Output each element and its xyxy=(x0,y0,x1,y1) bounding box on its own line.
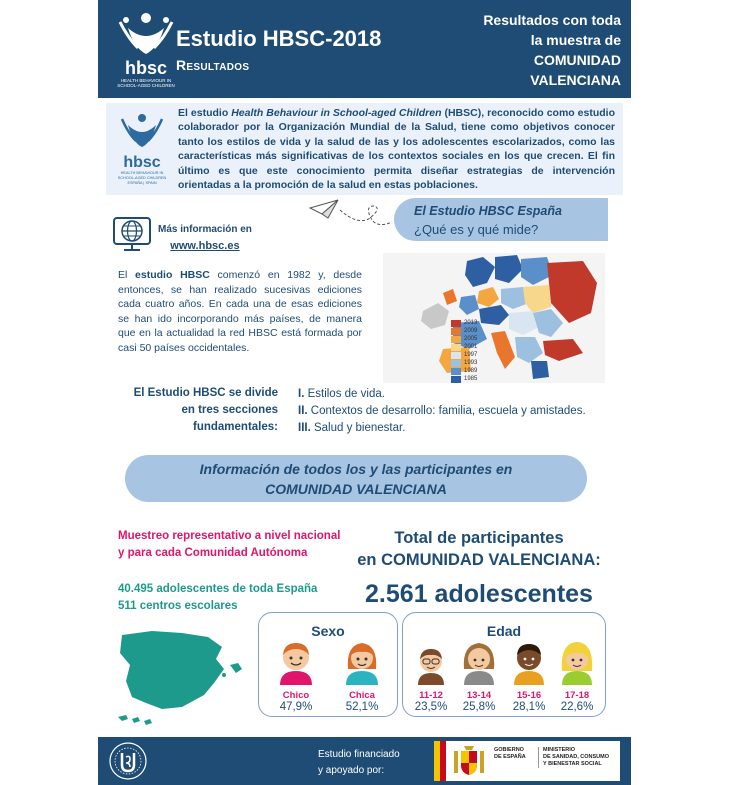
intro-text-a: El estudio xyxy=(178,107,232,119)
young-woman-icon xyxy=(558,639,596,685)
map-legend-year: 1989 xyxy=(464,368,478,374)
map-legend xyxy=(451,319,477,383)
divisions-label xyxy=(126,385,278,436)
history-b: estudio HBSC xyxy=(135,269,210,281)
map-legend-item xyxy=(451,335,477,343)
national-count-line: 40.495 adolescentes de toda España xyxy=(118,583,318,595)
header-banner xyxy=(98,0,631,98)
division-text: Salud y bienestar. xyxy=(310,422,406,434)
participants-info-pill xyxy=(125,455,587,502)
division-number: I. xyxy=(298,388,305,400)
header-right-line: la muestra de xyxy=(530,32,621,48)
age-breakdown-box xyxy=(402,612,606,717)
divisions-list xyxy=(298,386,586,437)
intro-paragraph xyxy=(178,106,615,192)
division-item xyxy=(298,420,586,437)
map-legend-item xyxy=(451,327,477,335)
map-legend-year: 2009 xyxy=(464,328,478,334)
divisions-label-line: fundamentales: xyxy=(193,421,278,433)
study-pill xyxy=(394,198,608,241)
intro-text-em: Health Behaviour in School-aged Children xyxy=(231,107,442,119)
coat-of-arms-icon xyxy=(452,745,486,777)
sex-title: Sexo xyxy=(311,623,345,639)
paper-plane-icon xyxy=(308,196,398,236)
map-legend-item xyxy=(451,359,477,367)
division-number: II. xyxy=(298,405,308,417)
total-participants xyxy=(350,527,608,611)
header-right-line: Resultados con toda xyxy=(483,12,621,28)
header-logo-text: hbsc xyxy=(124,58,168,78)
participants-info-line: COMUNIDAD VALENCIANA xyxy=(265,481,447,497)
division-text: Estilos de vida. xyxy=(304,388,385,400)
participants-info-line: Información de todos los y las participantes en xyxy=(199,461,513,477)
map-legend-swatch xyxy=(451,336,461,343)
map-legend-swatch xyxy=(451,360,461,367)
intro-box xyxy=(106,103,623,195)
map-legend-item xyxy=(451,367,477,375)
girl-icon xyxy=(342,639,382,685)
division-number: III. xyxy=(298,422,311,434)
footer-funding-line: y apoyado por: xyxy=(318,765,385,776)
boy-value: 47,9% xyxy=(279,701,313,713)
national-counts xyxy=(118,581,317,615)
age-group-figure xyxy=(407,639,455,713)
map-legend-item xyxy=(451,343,477,351)
header-right-line: COMUNIDAD xyxy=(533,52,621,68)
map-legend-swatch xyxy=(451,376,461,383)
sex-breakdown-box xyxy=(258,612,398,717)
header-logo-sub-1: HEALTH BEHAVIOUR IN xyxy=(120,78,172,83)
divisions-label-line: en tres secciones xyxy=(181,404,278,416)
more-info xyxy=(158,222,252,254)
ministry-line: DE SANIDAD, CONSUMO xyxy=(543,754,610,760)
age-label: 17-18 xyxy=(564,690,590,701)
boy-icon xyxy=(276,639,316,685)
map-legend-year: 2005 xyxy=(464,336,478,342)
intro-logo-sub-1: HEALTH BEHAVIOUR IN xyxy=(120,171,164,175)
hbsc-spain-logo-icon xyxy=(114,109,170,189)
total-line-1: Total de participantes xyxy=(394,529,564,547)
age-value: 23,5% xyxy=(414,701,448,713)
age-value: 28,1% xyxy=(512,701,546,713)
government-line: DE ESPAÑA xyxy=(494,754,526,760)
girl-figure xyxy=(335,639,389,713)
header-right-text xyxy=(421,10,621,90)
footer-funding-text xyxy=(318,747,400,779)
study-pill-title: El Estudio HBSC España xyxy=(414,204,562,218)
age-label: 11-12 xyxy=(419,690,443,701)
teen-boy-icon xyxy=(510,639,548,685)
map-legend-swatch xyxy=(451,328,461,335)
more-info-label: Más información en xyxy=(158,224,252,235)
age-label: 13-14 xyxy=(466,690,492,701)
header-logo-sub-2: SCHOOL-AGED CHILDREN xyxy=(117,83,175,88)
sampling-note-line: y para cada Comunidad Autónoma xyxy=(118,547,308,559)
europe-map xyxy=(383,253,605,383)
ministry-line: MINISTERIO xyxy=(543,747,576,753)
history-c: comenzó en 1982 y, desde entonces, se han realizado sucesivas ediciones cada cuatro años. En cada una de esas ediciones se han ido incorporando más países, de manera que en la actualidad la red HBSC está formada por casi 50 países occidentales. xyxy=(118,269,362,354)
government-text xyxy=(494,747,526,761)
sampling-note-line: Muestreo representativo a nivel nacional xyxy=(118,530,341,542)
national-count-line: 511 centros escolares xyxy=(118,600,238,612)
study-pill-subtitle: ¿Qué es y qué mide? xyxy=(414,222,539,237)
ministry-text xyxy=(538,747,609,768)
age-group-figure xyxy=(505,639,553,713)
government-line: GOBIERNO xyxy=(494,747,524,753)
intro-text-b: (HBSC), reconocido como estudio colaborador por la Organización Mundial de la Salud, tiene como objetivos conocer tanto los estilos de vida y la salud de las y los adolescentes escolarizados, como las características más significativas de los contextos sociales en los que crecen. El fin último es que este conocimiento permita diseñar estrategias de intervención orientadas a la promoción de la salud en estas poblaciones. xyxy=(178,107,616,192)
spain-map-icon xyxy=(112,625,250,729)
ministry-line: Y BIENESTAR SOCIAL xyxy=(543,761,602,767)
division-text: Contextos de desarrollo: familia, escuela y amistades. xyxy=(307,405,586,417)
division-item xyxy=(298,386,586,403)
university-seal-icon xyxy=(108,741,148,781)
map-legend-swatch xyxy=(451,368,461,375)
infographic-page xyxy=(98,0,631,785)
map-legend-year: 1985 xyxy=(464,376,478,382)
girl-label: Chica xyxy=(349,690,375,701)
footer-funding-line: Estudio financiado xyxy=(318,749,400,760)
age-group-figure xyxy=(553,639,601,713)
total-line-2: en COMUNIDAD VALENCIANA: xyxy=(357,551,601,569)
map-legend-swatch xyxy=(451,320,461,327)
map-legend-item xyxy=(451,375,477,383)
map-legend-year: 1997 xyxy=(464,352,478,358)
intro-logo-text: hbsc xyxy=(123,154,161,171)
total-count: 2.561 adolescentes xyxy=(365,580,593,608)
girl-value: 52,1% xyxy=(345,701,379,713)
map-legend-swatch xyxy=(451,344,461,351)
boy-figure xyxy=(269,639,323,713)
boy-label: Chico xyxy=(282,690,310,701)
age-title: Edad xyxy=(486,623,522,639)
footer-banner xyxy=(98,737,631,785)
map-legend-year: 1993 xyxy=(464,360,478,366)
header-right-line: VALENCIANA xyxy=(530,72,621,88)
age-value: 25,8% xyxy=(462,701,496,713)
intro-logo-sub-3: ESPAÑA | SPAIN xyxy=(127,181,157,185)
divisions-label-line: El Estudio HBSC se divide xyxy=(133,387,278,399)
page-title: Estudio HBSC-2018 xyxy=(176,26,382,51)
globe-icon xyxy=(112,216,152,252)
intro-logo-sub-2: SCHOOL-AGED CHILDREN xyxy=(117,176,167,180)
flag-stripe xyxy=(440,741,446,781)
history-a: El xyxy=(118,269,136,281)
map-legend-item xyxy=(451,351,477,359)
age-value: 22,6% xyxy=(560,701,594,713)
map-legend-item xyxy=(451,319,477,327)
division-item xyxy=(298,403,586,420)
age-group-figure xyxy=(455,639,503,713)
europe-map-graphic xyxy=(383,253,605,383)
sampling-note xyxy=(118,528,340,562)
history-paragraph xyxy=(118,268,362,356)
hbsc-website-link[interactable]: www.hbsc.es xyxy=(170,240,240,252)
hbsc-logo-icon xyxy=(108,8,184,90)
child-icon xyxy=(412,639,450,685)
map-legend-swatch xyxy=(451,352,461,359)
map-legend-year: 2013 xyxy=(464,320,478,326)
age-label: 15-16 xyxy=(516,690,542,701)
government-logo xyxy=(434,741,620,781)
page-subtitle: Resultados xyxy=(176,57,250,73)
teen-girl-icon xyxy=(460,639,498,685)
map-legend-year: 2001 xyxy=(464,344,478,350)
